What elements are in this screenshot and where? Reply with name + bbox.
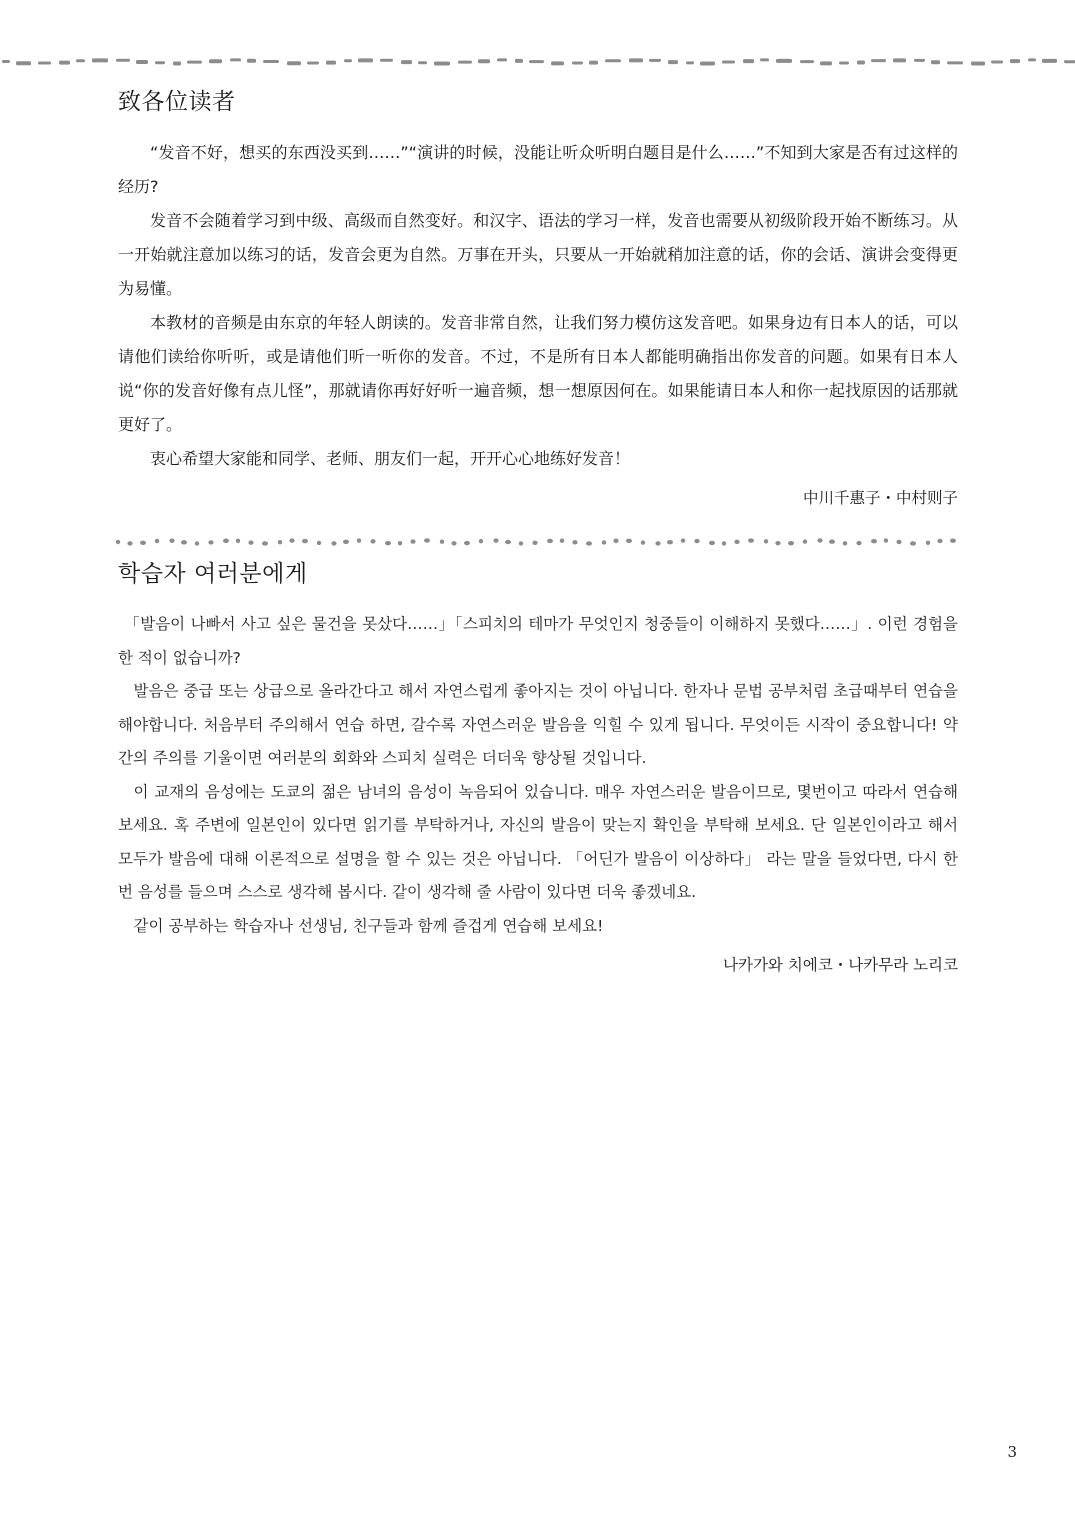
korean-paragraph: 같이 공부하는 학습자나 선생님, 친구들과 함께 즐겁게 연습해 보세요!: [133, 916, 604, 935]
middle-dotted-divider: [116, 533, 958, 551]
chinese-heading: 致各位读者: [118, 89, 236, 115]
top-dashed-divider: [0, 50, 1075, 72]
chinese-paragraph: 衷心希望大家能和同学、老师、朋友们一起，开开心心地练好发音！: [150, 449, 631, 468]
chinese-paragraph: “发音不好，想买的东西没买到……”“演讲的时候，没能让听众听明白题目是什么……”不知到大家是否有过这样的经历?: [118, 143, 958, 196]
chinese-preface-section: [118, 86, 958, 508]
chinese-authors-signature: 中川千惠子・中村则子: [802, 489, 958, 507]
chinese-paragraph: 本教材的音频是由东京的年轻人朗读的。发音非常自然，让我们努力模仿这发音吧。如果身边有日本人的话，可以请他们读给你听听，或是请他们听一听你的发音。不过，不是所有日本人都能明确指出你发音的问题。如果有日本人说“你的发音好像有点儿怪”，那就请你再好好听一遍音频，想一想原因何在。如果能请日本人和你一起找原因的话那就更好了。: [118, 313, 958, 434]
korean-paragraph: 발음은 중급 또는 상급으로 올라간다고 해서 자연스럽게 좋아지는 것이 아닙니다. 한자나 문법 공부처럼 초급때부터 연습을 해야합니다. 처음부터 주의해서 연습 하면, 갈수록 자연스러운 발음을 익힐 수 있게 됩니다. 무엇이든 시작이 중요합니다! 약간의 주의를 기울이면 여러분의 회화와 스피치 실력은 더더욱 향상될 것입니다.: [118, 682, 958, 767]
chinese-paragraph: 发音不会随着学习到中级、高级而自然变好。和汉字、语法的学习一样，发音也需要从初级阶段开始不断练习。从一开始就注意加以练习的话，发音会更为自然。万事在开头，只要从一开始就稍加注意的话，你的会话、演讲会变得更为易懂。: [118, 211, 958, 298]
page-number: 3: [1007, 1443, 1017, 1461]
korean-authors-signature: 나카가와 치에코・나카무라 노리코: [723, 956, 958, 974]
korean-paragraph: 이 교재의 음성에는 도쿄의 젊은 남녀의 음성이 녹음되어 있습니다. 매우 자연스러운 발음이므로, 몇번이고 따라서 연습해 보세요. 혹 주변에 일본인이 있다면 읽기를 부탁하거나, 자신의 발음이 맞는지 확인을 부탁해 보세요. 단 일본인이라고 해서 모두가 발음에 대해 이론적으로 설명을 할 수 있는 것은 아닙니다. 「어딘가 발음이 이상하다」 라는 말을 들었다면, 다시 한번 음성를 들으며 스스로 생각해 봅시다. 같이 생각해 줄 사람이 있다면 더욱 좋겠네요.: [118, 782, 958, 901]
korean-preface-section: [118, 558, 958, 975]
korean-heading: 학습자 여러분에게: [118, 561, 308, 587]
korean-paragraph: 「발음이 나빠서 사고 싶은 물건을 못샀다……」「스피치의 테마가 무엇인지 청중들이 이해하지 못했다……」. 이런 경험을 한 적이 없습니까?: [118, 615, 958, 667]
